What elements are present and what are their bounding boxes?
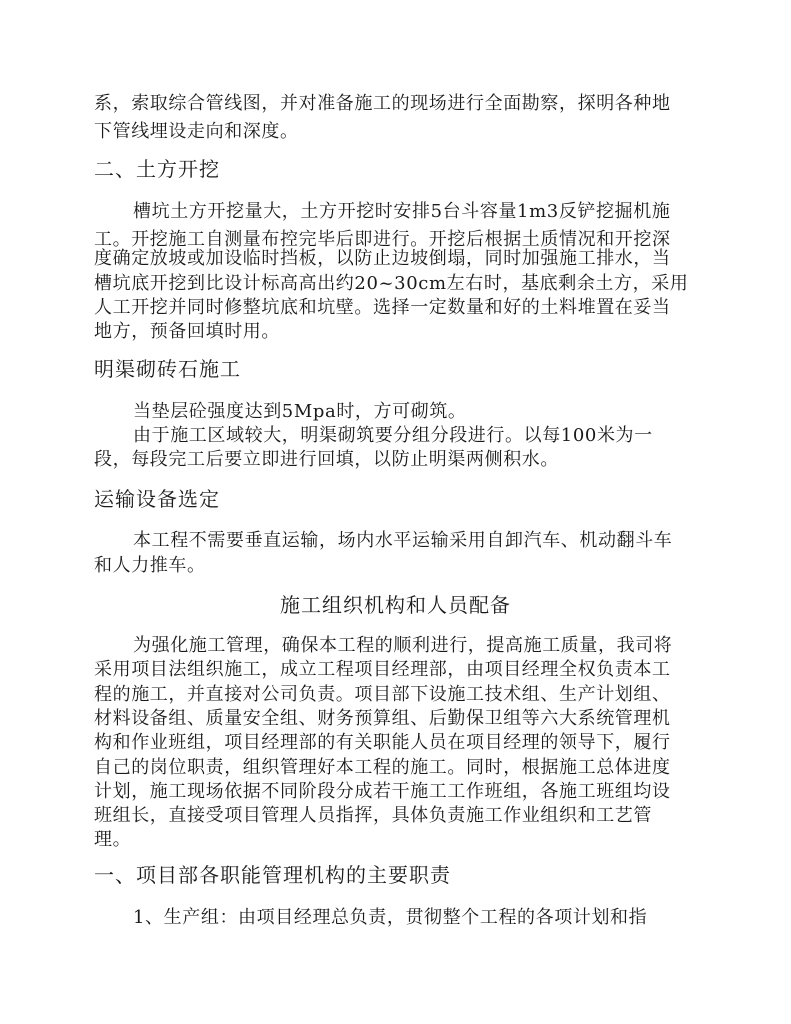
paragraph-organization-line-2: 采用项目法组织施工，成立工程项目经理部，由项目经理全权负责本工: [94, 659, 671, 680]
heading-transport: 运输设备选定: [94, 487, 220, 511]
paragraph-earthwork-line-3: 度确定放坡或加设临时挡板，以防止边坡倒塌，同时加强施工排水，当: [94, 248, 671, 269]
paragraph-organization-line-6: 自己的岗位职责，组织管理好本工程的施工。同时，根据施工总体进度: [94, 757, 671, 778]
paragraph-transport-line-1: 本工程不需要垂直运输，场内水平运输采用自卸汽车、机动翻斗车: [133, 530, 673, 551]
paragraph-earthwork-line-1: 槽坑土方开挖量大，土方开挖时安排5台斗容量1m3反铲挖掘机施: [133, 201, 671, 222]
paragraph-intro-line-2: 下管线埋设走向和深度。: [94, 121, 299, 142]
paragraph-organization-line-3: 程的施工，并直接对公司负责。项目部下设施工技术组、生产计划组、: [94, 684, 671, 705]
paragraph-masonry-2-line-2: 段，每段完工后要立即进行回填，以防止明渠两侧积水。: [94, 449, 559, 470]
paragraph-transport-line-2: 和人力推车。: [94, 555, 206, 576]
paragraph-duties-line-1: 1、生产组：由项目经理总负责，贯彻整个工程的各项计划和指: [133, 907, 648, 928]
paragraph-organization-line-5: 构和作业班组，项目经理部的有关职能人员在项目经理的领导下，履行: [94, 732, 671, 753]
paragraph-earthwork-line-4: 槽坑底开挖到比设计标高高出约20~30cm左右时，基底剩余土方，采用: [94, 273, 689, 294]
heading-earthwork: 二、土方开挖: [94, 157, 220, 181]
paragraph-organization-line-9: 理。: [94, 829, 132, 850]
paragraph-earthwork-line-2: 工。开挖施工自测量布控完毕后即进行。开挖后根据土质情况和开挖深: [94, 229, 671, 250]
paragraph-intro-line-1: 系，索取综合管线图，并对准备施工的现场进行全面勘察，探明各种地: [94, 93, 671, 114]
paragraph-organization-line-1: 为强化施工管理，确保本工程的顺利进行，提高施工质量，我司将: [133, 635, 673, 656]
paragraph-organization-line-8: 班组长，直接受项目管理人员指挥，具体负责施工作业组织和工艺管: [94, 805, 652, 826]
heading-duties: 一、项目部各职能管理机构的主要职责: [94, 863, 451, 887]
paragraph-earthwork-line-5: 人工开挖并同时修整坑底和坑壁。选择一定数量和好的土料堆置在妥当: [94, 297, 671, 318]
paragraph-masonry-1: 当垫层砼强度达到5Mpa时，方可砌筑。: [133, 401, 467, 422]
paragraph-organization-line-4: 材料设备组、质量安全组、财务预算组、后勤保卫组等六大系统管理机: [94, 708, 671, 729]
paragraph-organization-line-7: 计划，施工现场依据不同阶段分成若干施工工作班组，各施工班组均设: [94, 781, 671, 802]
paragraph-earthwork-line-6: 地方，预备回填时用。: [94, 321, 280, 342]
heading-masonry: 明渠砌砖石施工: [94, 357, 241, 381]
paragraph-masonry-2-line-1: 由于施工区域较大，明渠砌筑要分组分段进行。以每100米为一: [133, 425, 653, 446]
heading-organization: 施工组织机构和人员配备: [280, 593, 511, 617]
